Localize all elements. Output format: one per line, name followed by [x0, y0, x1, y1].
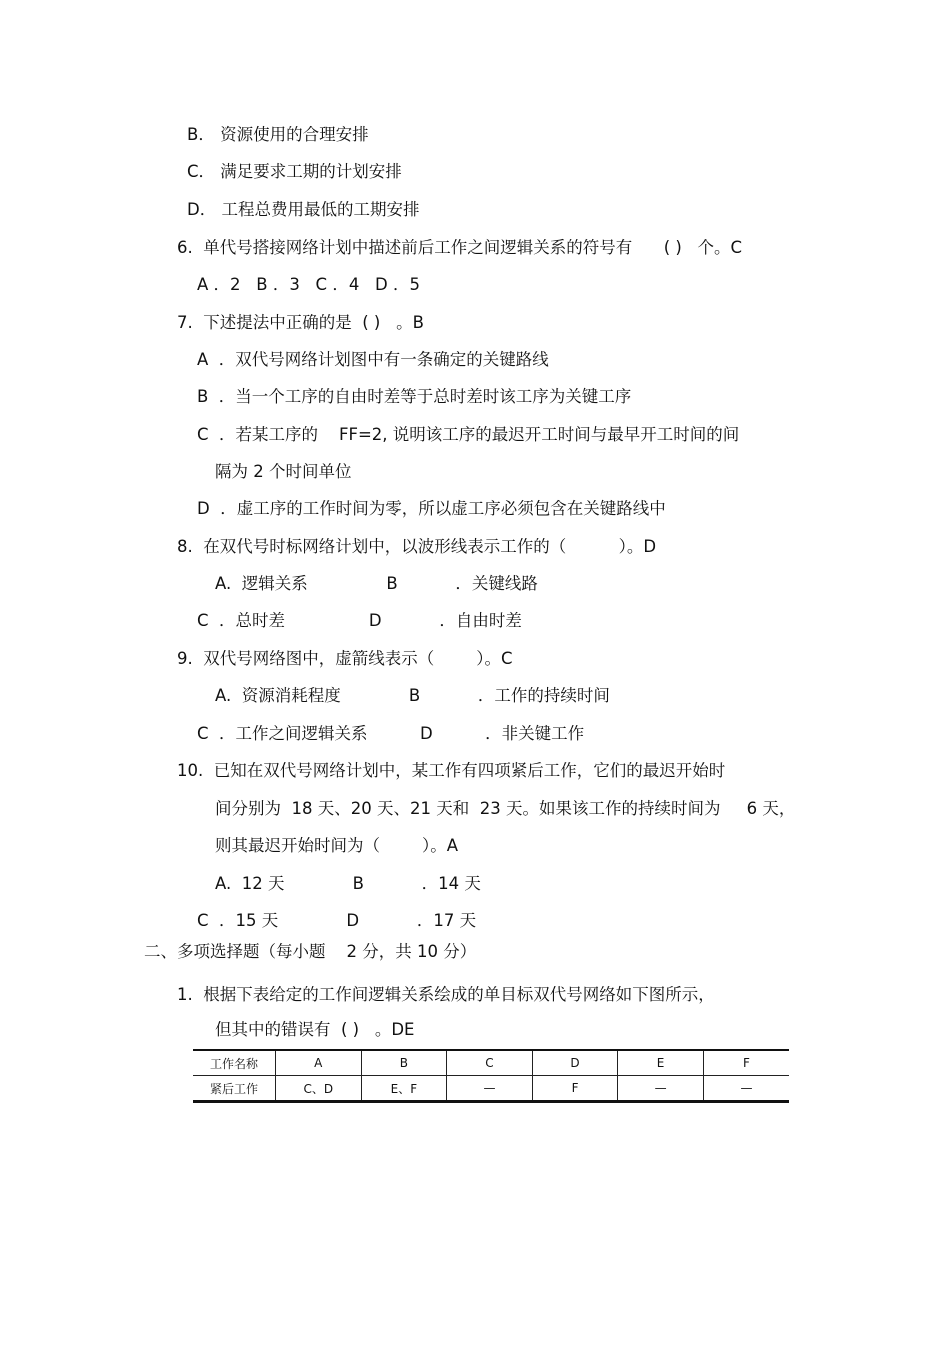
question-10-cont-2: 则其最迟开始时间为（ ）。A	[215, 836, 458, 855]
section-heading-multiple-choice: 二、多项选择题（每小题 2 分，共 10 分）	[144, 942, 477, 961]
question-8-options-cd: C ．总时差 D ．自由时差	[197, 611, 522, 630]
table-cell: C	[447, 1050, 533, 1076]
option-b-resource: B． 资源使用的合理安排	[187, 125, 369, 144]
option-c-schedule: C． 满足要求工期的计划安排	[187, 162, 402, 181]
question-7-option-b: B ．当一个工序的自由时差等于总时差时该工序为关键工序	[197, 387, 632, 406]
question-7-option-d: D ．虚工序的工作时间为零，所以虚工序必须包含在关键路线中	[197, 499, 666, 518]
table-cell: —	[618, 1076, 704, 1102]
table-cell: F	[703, 1050, 789, 1076]
question-7-option-c-cont: 隔为 2 个时间单位	[215, 462, 352, 481]
table-cell: E、F	[361, 1076, 447, 1102]
table-cell: 工作名称	[193, 1050, 276, 1076]
question-7-option-c: C ．若某工序的 FF=2, 说明该工序的最迟开工时间与最早开工时间的间	[197, 425, 740, 444]
question-7-option-a: A ．双代号网络计划图中有一条确定的关键路线	[197, 350, 549, 369]
table-row	[193, 1076, 789, 1102]
question-8: 8. 在双代号时标网络计划中，以波形线表示工作的（ ）。D	[177, 537, 657, 556]
table-cell: 紧后工作	[193, 1076, 276, 1102]
table-header-row	[193, 1050, 789, 1076]
question-6-options: A ．2 B ．3 C ．4 D ．5	[197, 275, 421, 294]
table-cell: E	[618, 1050, 704, 1076]
question-6: 6. 单代号搭接网络计划中描述前后工作之间逻辑关系的符号有 ( ) 个。C	[177, 238, 743, 257]
question-10: 10. 已知在双代号网络计划中，某工作有四项紧后工作，它们的最迟开始时	[177, 761, 726, 780]
table-cell: F	[532, 1076, 618, 1102]
multi-question-1: 1. 根据下表给定的工作间逻辑关系绘成的单目标双代号网络如下图所示，	[177, 985, 715, 1004]
question-10-cont-1: 间分别为 18 天、20 天、21 天和 23 天。如果该工作的持续时间为 6 天，	[215, 799, 796, 818]
question-10-options-cd: C ．15 天 D ．17 天	[197, 911, 477, 930]
option-d-cost: D． 工程总费用最低的工期安排	[187, 200, 420, 219]
logic-relation-table	[193, 1049, 789, 1103]
question-7: 7. 下述提法中正确的是 ( ) 。B	[177, 313, 424, 332]
table-cell: B	[361, 1050, 447, 1076]
question-8-options-ab: A. 逻辑关系 B ．关键线路	[215, 574, 538, 593]
multi-question-1-cont: 但其中的错误有 ( ) 。DE	[215, 1020, 415, 1039]
question-10-options-ab: A. 12 天 B ．14 天	[215, 874, 481, 893]
table-cell: D	[532, 1050, 618, 1076]
question-9-options-cd: C ．工作之间逻辑关系 D ．非关键工作	[197, 724, 585, 743]
table-cell: C、D	[276, 1076, 362, 1102]
table-cell: A	[276, 1050, 362, 1076]
table-cell: —	[703, 1076, 789, 1102]
table-cell: —	[447, 1076, 533, 1102]
question-9-options-ab: A. 资源消耗程度 B ．工作的持续时间	[215, 686, 610, 705]
question-9: 9. 双代号网络图中，虚箭线表示（ ）。C	[177, 649, 513, 668]
